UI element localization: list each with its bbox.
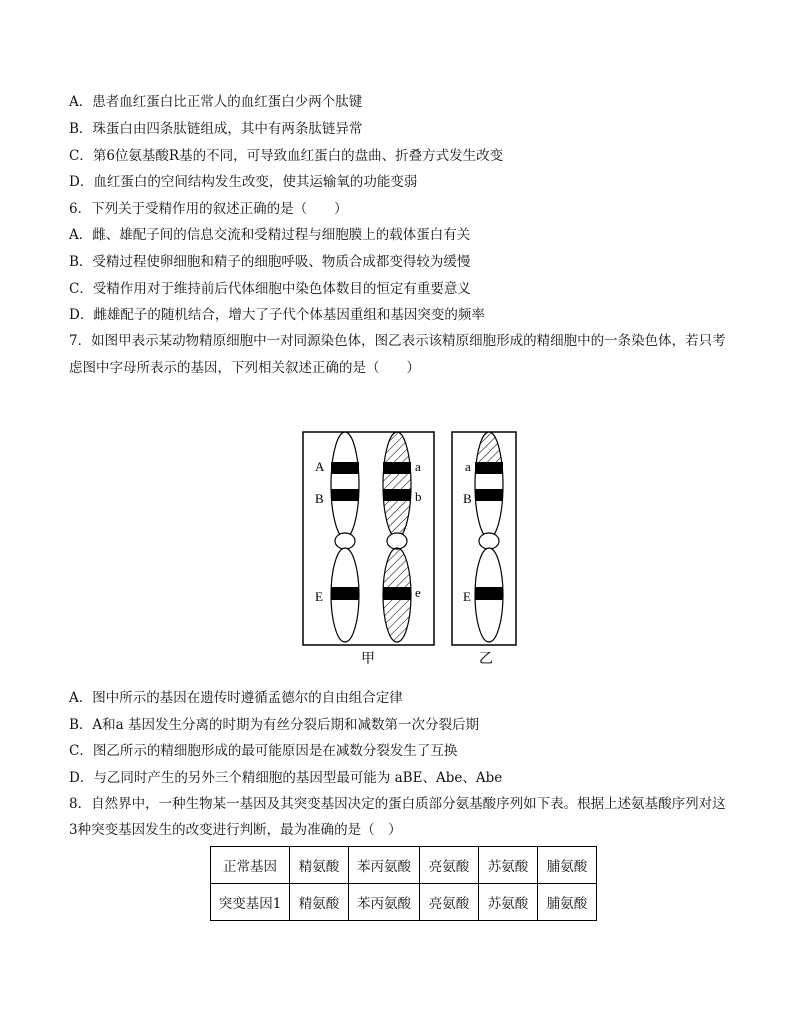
table-cell: 亮氨酸 (420, 847, 479, 884)
question-7-line1: 7．如图甲表示某动物精原细胞中一对同源染色体，图乙表示该精原细胞形成的精细胞中的一条染色体，若只考 (69, 333, 726, 349)
option-a-q6: A．雌、雄配子间的信息交流和受精过程与细胞膜上的载体蛋白有关 (69, 227, 471, 243)
label-b: b (415, 489, 422, 504)
option-b-q5: B．珠蛋白由四条肽链组成，其中有两条肽链异常 (69, 121, 363, 137)
label-E: E (315, 589, 323, 604)
label-B: B (315, 491, 324, 506)
option-b-q7: B．A和a 基因发生分离的时期为有丝分裂后期和减数第一次分裂后期 (69, 717, 480, 733)
question-6: 6．下列关于受精作用的叙述正确的是（ ） (69, 201, 348, 217)
table-row (211, 847, 597, 884)
table-cell: 脯氨酸 (538, 884, 597, 921)
table-cell: 苏氨酸 (479, 847, 538, 884)
option-c-q6: C．受精作用对于维持前后代体细胞中染色体数目的恒定有重要意义 (69, 281, 471, 297)
table-cell: 突变基因1 (211, 884, 290, 921)
table-cell: 脯氨酸 (538, 847, 597, 884)
table-cell: 精氨酸 (290, 847, 349, 884)
amino-acid-table (210, 846, 597, 921)
table-cell: 苯丙氨酸 (349, 884, 420, 921)
label-B2: B (463, 491, 472, 506)
chromosome-3 (475, 432, 503, 642)
table-row (211, 884, 597, 921)
option-d-q7: D．与乙同时产生的另外三个精细胞的基因型最可能为 aBE、Abe、Abe (69, 770, 503, 786)
table-cell: 苏氨酸 (479, 884, 538, 921)
label-a: a (415, 459, 421, 474)
table-cell: 亮氨酸 (420, 884, 479, 921)
chromosome-1 (331, 432, 359, 642)
option-c-q7: C．图乙所示的精细胞形成的最可能原因是在减数分裂发生了互换 (69, 743, 458, 759)
caption-jia: 甲 (361, 651, 375, 667)
label-e: e (415, 585, 421, 600)
label-E2: E (463, 589, 471, 604)
option-c-q5: C．第6位氨基酸R基的不同，可导致血红蛋白的盘曲、折叠方式发生改变 (69, 148, 504, 164)
option-b-q6: B．受精过程使卵细胞和精子的细胞呼吸、物质合成都变得较为缓慢 (69, 254, 471, 270)
table-cell: 精氨酸 (290, 884, 349, 921)
chromosome-figure (295, 425, 525, 670)
option-a-q7: A．图中所示的基因在遗传时遵循孟德尔的自由组合定律 (69, 690, 403, 706)
option-d-q5: D．血红蛋白的空间结构发生改变，使其运输氧的功能变弱 (69, 174, 418, 190)
table-cell: 苯丙氨酸 (349, 847, 420, 884)
label-a2: a (465, 459, 471, 474)
question-8-line2: 3种突变基因发生的改变进行判断，最为准确的是（ ） (69, 822, 402, 838)
option-a-q5: A．患者血红蛋白比正常人的血红蛋白少两个肽键 (69, 94, 363, 110)
caption-yi: 乙 (479, 651, 493, 667)
question-7-line2: 虑图中字母所表示的基因，下列相关叙述正确的是（ ） (69, 360, 420, 376)
question-8-line1: 8．自然界中，一种生物某一基因及其突变基因决定的蛋白质部分氨基酸序列如下表。根据上述氨基酸序列对这 (69, 796, 726, 812)
chromosome-2 (383, 432, 411, 642)
label-A: A (315, 459, 325, 474)
table-cell: 正常基因 (211, 847, 290, 884)
option-d-q6: D．雌雄配子的随机结合，增大了子代个体基因重组和基因突变的频率 (69, 307, 485, 323)
